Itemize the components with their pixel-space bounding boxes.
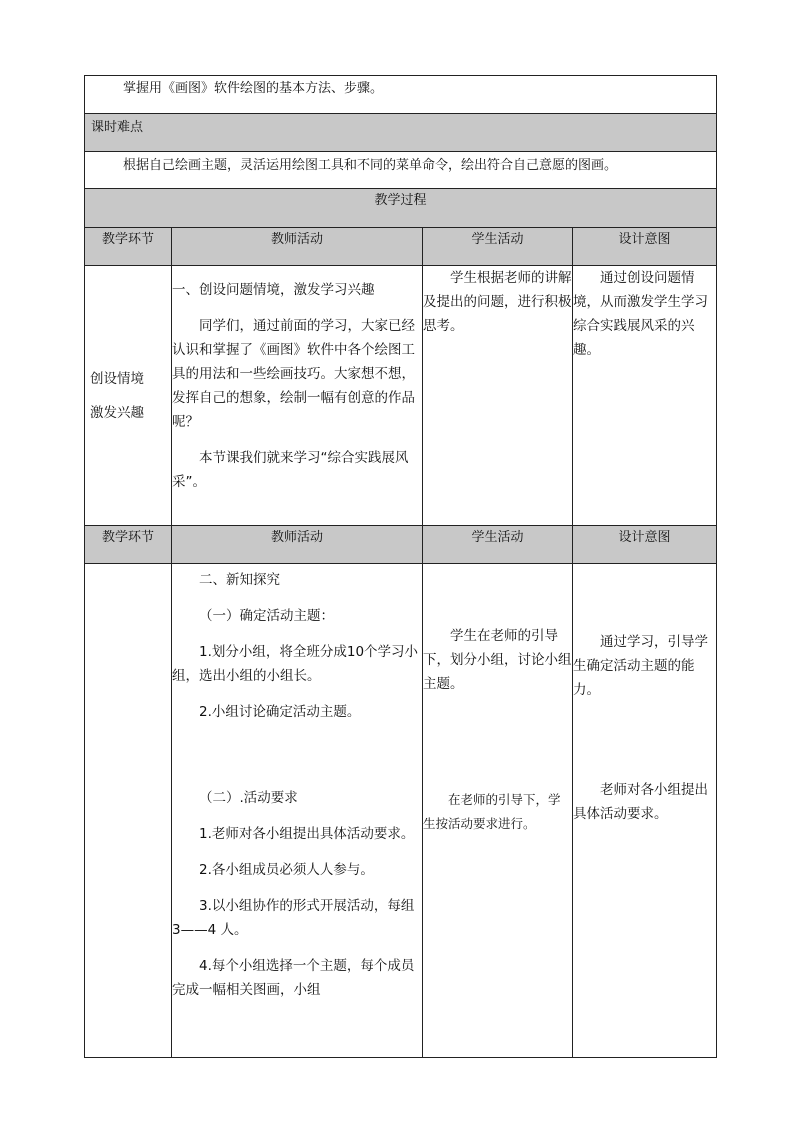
section1-intent: 通过创设问题情境，从而激发学生学习综合实践展风采的兴趣。 <box>573 266 717 526</box>
header-row-1 <box>85 228 717 266</box>
section1-para2: 本节课我们就来学习“综合实践展风采”。 <box>172 450 409 490</box>
section2-item4: 2.各小组成员必须人人参与。 <box>199 862 374 878</box>
section1-student: 学生根据老师的讲解及提出的问题，进行积极思考。 <box>423 266 573 526</box>
section2-student2: 在老师的引导下，学生按活动要求进行。 <box>423 792 561 831</box>
header-row-2 <box>85 526 717 564</box>
section2-item6: 4.每个小组选择一个主题，每个成员完成一幅相关图画，小组 <box>172 958 415 998</box>
header-teacher: 教师活动 <box>172 228 423 266</box>
header2-student: 学生活动 <box>423 526 573 564</box>
section1-para1: 同学们，通过前面的学习，大家已经认识和掌握了《画图》软件中各个绘图工具的用法和一些绘画技巧。大家想不想，发挥自己的想象，绘制一幅有创意的作品呢？ <box>172 318 415 430</box>
section2-student <box>423 564 573 1058</box>
section2-item1: 1.划分小组，将全班分成10个学习小组，选出小组的小组长。 <box>172 644 419 684</box>
section2-row <box>85 564 717 1058</box>
process-row <box>85 189 717 228</box>
header2-intent: 设计意图 <box>573 526 717 564</box>
difficulty-text: 根据自己绘画主题，灵活运用绘图工具和不同的菜单命令，绘出符合自己意愿的图画。 <box>123 158 618 173</box>
section2-item3: 1.老师对各小组提出具体活动要求。 <box>199 826 415 842</box>
lesson-plan-table <box>84 75 717 1058</box>
header2-stage: 教学环节 <box>85 526 172 564</box>
section2-intent2: 老师对各小组提出具体活动要求。 <box>573 782 708 822</box>
section2-item2: 2.小组讨论确定活动主题。 <box>199 704 361 720</box>
header2-teacher: 教师活动 <box>172 526 423 564</box>
objective-row <box>85 76 717 114</box>
difficulty-row <box>85 152 717 189</box>
section2-intent1: 通过学习，引导学生确定活动主题的能力。 <box>573 634 708 698</box>
header-stage: 教学环节 <box>85 228 172 266</box>
section2-item5: 3.以小组协作的形式开展活动，每组 3——4 人。 <box>172 898 415 938</box>
section1-stage <box>85 266 172 526</box>
section2-teacher <box>172 564 423 1058</box>
section2-stage <box>85 564 172 1058</box>
section1-row <box>85 266 717 526</box>
section2-sub2: （二）.活动要求 <box>199 790 298 806</box>
header-intent: 设计意图 <box>573 228 717 266</box>
stage-line-1: 创设情境 <box>90 370 144 387</box>
difficulty-label-row <box>85 114 717 152</box>
section2-sub1: （一）确定活动主题： <box>199 608 334 624</box>
section2-student1: 学生在老师的引导下，划分小组，讨论小组主题。 <box>423 628 572 692</box>
section1-teacher <box>172 266 423 526</box>
section2-title: 二、新知探究 <box>199 572 280 588</box>
difficulty-label: 课时难点 <box>91 120 144 135</box>
section2-intent <box>573 564 717 1058</box>
stage-line-2: 激发兴趣 <box>90 404 144 421</box>
section1-title: 一、创设问题情境，激发学习兴趣 <box>172 282 375 298</box>
header-student: 学生活动 <box>423 228 573 266</box>
objective-text: 掌握用《画图》软件绘图的基本方法、步骤。 <box>123 81 384 96</box>
process-label: 教学过程 <box>85 189 717 228</box>
